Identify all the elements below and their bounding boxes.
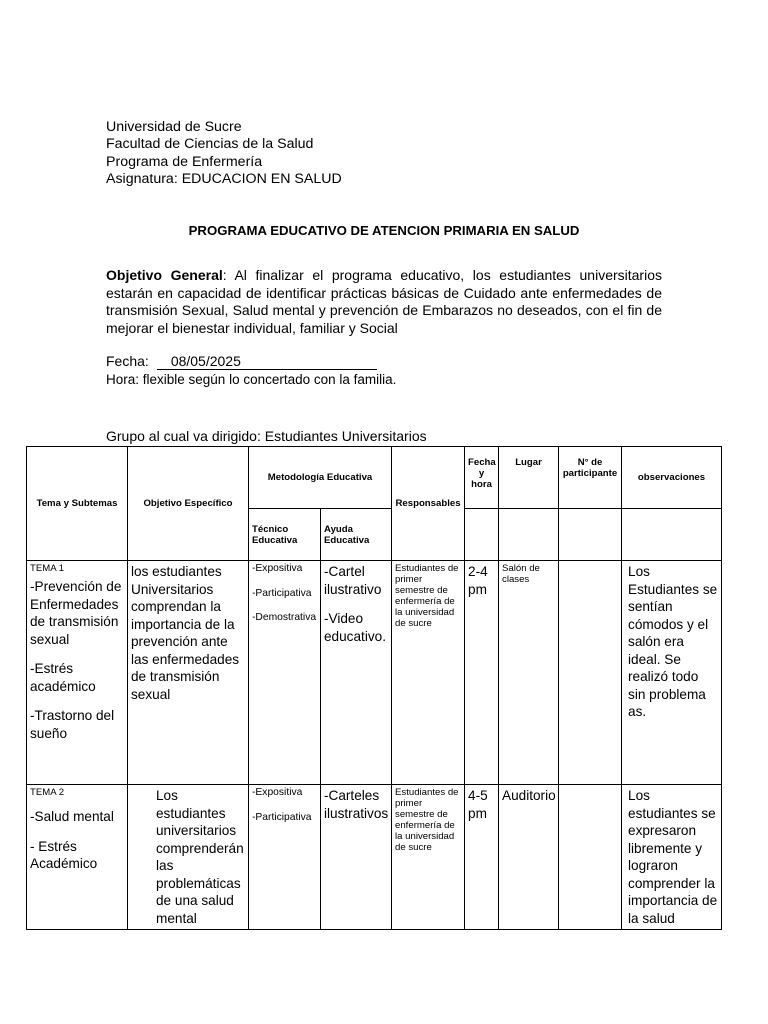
lugar-cell: Salón de clases: [499, 561, 559, 785]
subheader-empty-cell: [622, 509, 722, 561]
header-lugar: Lugar: [499, 447, 559, 509]
university-name: Universidad de Sucre: [106, 119, 242, 135]
subheader-empty-cell: [465, 509, 499, 561]
participantes-cell: [559, 785, 622, 930]
subtema: -Prevención de Enfermedades de transmisión sexual: [30, 579, 122, 647]
subtema: -Estrés académico: [30, 661, 96, 694]
subtema: -Salud mental: [30, 809, 114, 824]
program-name: Programa de Enfermería: [106, 153, 263, 170]
tecnico-cell: [249, 561, 321, 785]
observaciones-cell: Los Estudiantes se sentían cómodos y el salón era ideal. Se realizó todo sin problema as.: [622, 561, 722, 785]
ayuda-cell: [321, 561, 392, 785]
date-line: [106, 353, 377, 370]
education-plan-table: [26, 446, 722, 930]
time-line: Hora: flexible según lo concertado con la familia.: [106, 372, 397, 387]
target-group: Grupo al cual va dirigido: Estudiantes Universitarios: [106, 428, 427, 444]
tecnica-item: -Expositiva: [252, 563, 303, 574]
faculty-name: Facultad de Ciencias de la Salud: [106, 136, 314, 153]
fecha-cell: 4-5 pm: [465, 785, 499, 930]
date-value: 08/05/2025: [157, 354, 377, 370]
lugar-cell: Auditorio: [499, 785, 559, 930]
header-objetivo: Objetivo Específico: [128, 447, 249, 561]
tema-cell: [27, 785, 128, 930]
fecha-cell: 2-4 pm: [465, 561, 499, 785]
subheader-empty-cell: [499, 509, 559, 561]
course-name: Asignatura: EDUCACION EN SALUD: [106, 170, 342, 187]
tecnica-item: -Participativa: [252, 811, 312, 823]
subtema: - Estrés Académico: [30, 838, 98, 871]
tecnica-item: -Expositiva: [252, 787, 303, 798]
page-title: PROGRAMA EDUCATIVO DE ATENCION PRIMARIA EN SALUD: [188, 223, 580, 238]
document-header: [106, 119, 342, 188]
objetivo-cell: Los estudiantes universitarios comprenderán las problemáticas de una salud mental: [128, 785, 249, 930]
tecnica-item: -Demostrativa: [252, 612, 317, 623]
general-objective-label: Objetivo General: [106, 267, 223, 283]
header-participantes: N° de participante: [559, 447, 622, 509]
tema-label: TEMA 2: [30, 787, 65, 798]
responsables-cell: Estudiantes de primer semestre de enfermería de la universidad de sucre: [392, 561, 465, 785]
table-row: [27, 785, 722, 930]
date-label: Fecha:: [106, 353, 149, 369]
header-observaciones: observaciones: [622, 447, 722, 509]
ayuda-item: -Video educativo.: [324, 611, 386, 644]
table-row: [27, 561, 722, 785]
header-tema: Tema y Subtemas: [27, 447, 128, 561]
header-row: [27, 447, 722, 509]
header-ayuda: Ayuda Educativa: [321, 509, 392, 561]
responsables-cell: Estudiantes de primer semestre de enfermería de la universidad de sucre: [392, 785, 465, 930]
ayuda-item: -Carteles ilustrativos: [324, 788, 389, 821]
general-objective-text: : Al finalizar el programa educativo, los estudiantes universitarios estarán en capacidad de identificar prácticas básicas de Cuidado ante enfermedades de transmisión Sexual, Salud mental y prevención de Embarazos no deseados, con el fin de mejorar el bienestar individual, familiar y Social: [106, 267, 662, 336]
ayuda-cell: [321, 785, 392, 930]
tema-label: TEMA 1: [30, 563, 65, 574]
ayuda-item: -Cartel ilustrativo: [324, 564, 382, 597]
general-objective: [106, 267, 662, 337]
header-tecnico: Técnico Educativa: [249, 509, 321, 561]
tecnica-item: -Participativa: [252, 587, 312, 599]
observaciones-cell: Los estudiantes se expresaron libremente y lograron comprender la importancia de la salud: [622, 785, 722, 930]
objetivo-cell: los estudiantes Universitarios comprendan la importancia de la prevención ante las enfermedades de transmisión sexual: [128, 561, 249, 785]
subheader-empty-cell: [559, 509, 622, 561]
header-fecha: Fecha y hora: [465, 447, 499, 509]
participantes-cell: [559, 561, 622, 785]
subtema: -Trastorno del sueño: [30, 708, 115, 741]
tema-cell: [27, 561, 128, 785]
header-responsables: Responsables: [392, 447, 465, 561]
header-metodologia: Metodología Educativa: [249, 447, 392, 509]
tecnico-cell: [249, 785, 321, 930]
